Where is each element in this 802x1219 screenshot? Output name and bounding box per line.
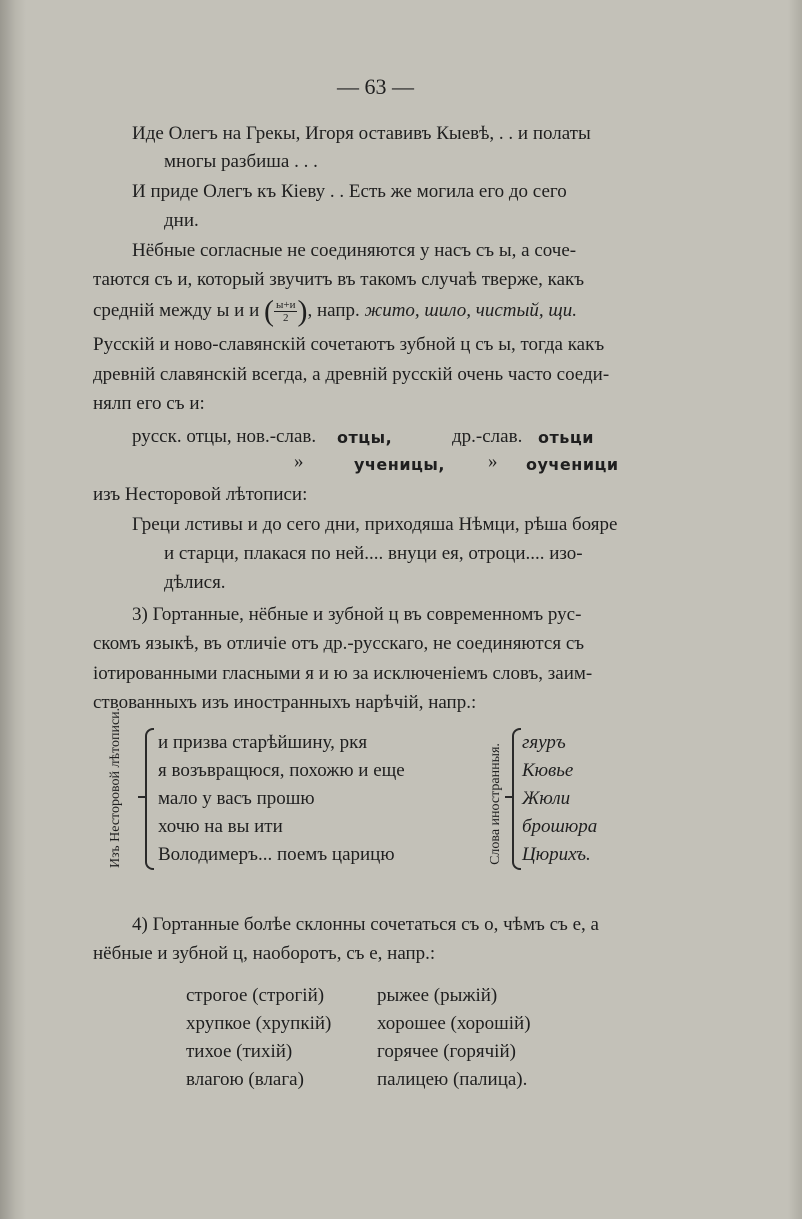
nestor-item-5: Володимеръ... поемъ царицю (158, 844, 395, 865)
para3-line1: 3) Гортанные, нёбные и зубной ц въ современномъ рус- (132, 604, 582, 625)
comparison-left-4: влагою (влага) (186, 1069, 304, 1090)
quote3-line2: и старци, плакася по ней.... внуци ея, отроци.... изо- (164, 543, 583, 564)
example-row2-a: » (294, 451, 304, 472)
comparison-right-2: хорошее (хорошій) (377, 1013, 531, 1034)
example-row2-d: оученици (526, 455, 619, 474)
para1-line6: нялп его съ и: (93, 393, 205, 414)
foreign-item-1: гяуръ (522, 732, 566, 753)
example-row1-a: русск. отцы, нов.-слав. (132, 426, 317, 447)
binding-shadow (0, 0, 26, 1219)
comparison-left-2: хрупкое (хрупкій) (186, 1013, 332, 1034)
close-paren-glyph: ) (297, 294, 308, 328)
page-number: — 63 — (337, 74, 414, 99)
page-edge-shadow (788, 0, 802, 1219)
from-nestor-line: изъ Несторовой лѣтописи: (93, 484, 308, 505)
para1-line5: древній славянскій всегда, а древній русскій очень часто соеди- (93, 364, 610, 385)
para3-line4: ствованныхъ изъ иностранныхъ нарѣчій, напр.: (93, 692, 477, 713)
para3-line3: іотированными гласными я и ю за исключеніемъ словъ, заим- (93, 663, 593, 684)
comparison-left-3: тихое (тихій) (186, 1041, 293, 1062)
foreign-item-5: Цюрихъ. (522, 844, 591, 865)
nestor-group-label: Изъ Несторовой лѣтописи. (108, 707, 123, 868)
para1-line2: таются съ и, который звучитъ въ такомъ случаѣ тверже, какъ (93, 269, 585, 290)
comparison-right-1: рыжее (рыжій) (377, 985, 498, 1006)
para1-line3-after: , напр. (307, 299, 360, 321)
comparison-right-3: горячее (горячій) (377, 1041, 516, 1062)
comparison-left-1: строгое (строгій) (186, 985, 325, 1006)
fraction (274, 299, 297, 324)
para1-line3-start: средній между ы и и (93, 299, 260, 321)
nestor-brace-point (138, 796, 146, 798)
para1-line4: Русскій и ново-славянскій сочетаютъ зубной ц съ ы, тогда какъ (93, 334, 605, 355)
example-row2-c: » (488, 451, 498, 472)
quote2-line1: И приде Олегъ къ Кiеву . . Есть же могила его до сего (132, 181, 567, 202)
nestor-item-1: и призва старѣйшину, ркя (158, 732, 368, 753)
open-paren-glyph: ( (264, 294, 274, 328)
example-row1-c: др.-слав. (452, 426, 523, 447)
para1-line3 (93, 294, 577, 328)
para1-line1: Нёбные согласные не соединяются у насъ съ ы, а соче- (132, 240, 577, 261)
quote3-line1: Греци лстивы и до сего дни, приходяша Нѣмци, рѣша бояре (132, 514, 618, 535)
nestor-brace (145, 728, 154, 870)
foreign-item-2: Кювье (522, 760, 574, 781)
example-row1-d: отьци (538, 428, 594, 447)
foreign-group-label: Слова иностранныя. (488, 743, 503, 865)
fraction-numerator: ы+и (276, 299, 296, 311)
para4-line1: 4) Гортанные болѣе склонны сочетаться съ о, чѣмъ съ е, а (132, 914, 599, 935)
para1-examples: жито, шило, чистый, щи. (364, 299, 577, 321)
example-row2-b: ученицы, (354, 455, 445, 474)
nestor-item-3: мало у васъ прошю (158, 788, 315, 809)
quote1-line1: Иде Олегъ на Грекы, Игоря оставивъ Кыевѣ, . . и полаты (132, 123, 591, 144)
foreign-item-4: брошюра (522, 816, 598, 837)
nestor-item-4: хочю на вы ити (158, 816, 283, 837)
para4-line2: нёбные и зубной ц, наоборотъ, съ е, напр.: (93, 943, 436, 964)
para3-line2: скомъ языкѣ, въ отличіе отъ др.-русскаго, не соединяются съ (93, 633, 585, 654)
comparison-right-4: палицею (палица). (377, 1069, 528, 1090)
nestor-item-2: я возъвращюся, похожю и еще (158, 760, 405, 781)
fraction-denominator: 2 (282, 312, 289, 324)
example-row1-b: отцы, (337, 428, 393, 447)
quote2-line2: дни. (164, 210, 199, 231)
foreign-item-3: Жюли (522, 788, 571, 809)
quote1-line2: многы разбиша . . . (164, 151, 318, 172)
foreign-brace-point (505, 796, 513, 798)
quote3-line3: дѣлися. (164, 572, 226, 593)
foreign-brace (512, 728, 521, 870)
